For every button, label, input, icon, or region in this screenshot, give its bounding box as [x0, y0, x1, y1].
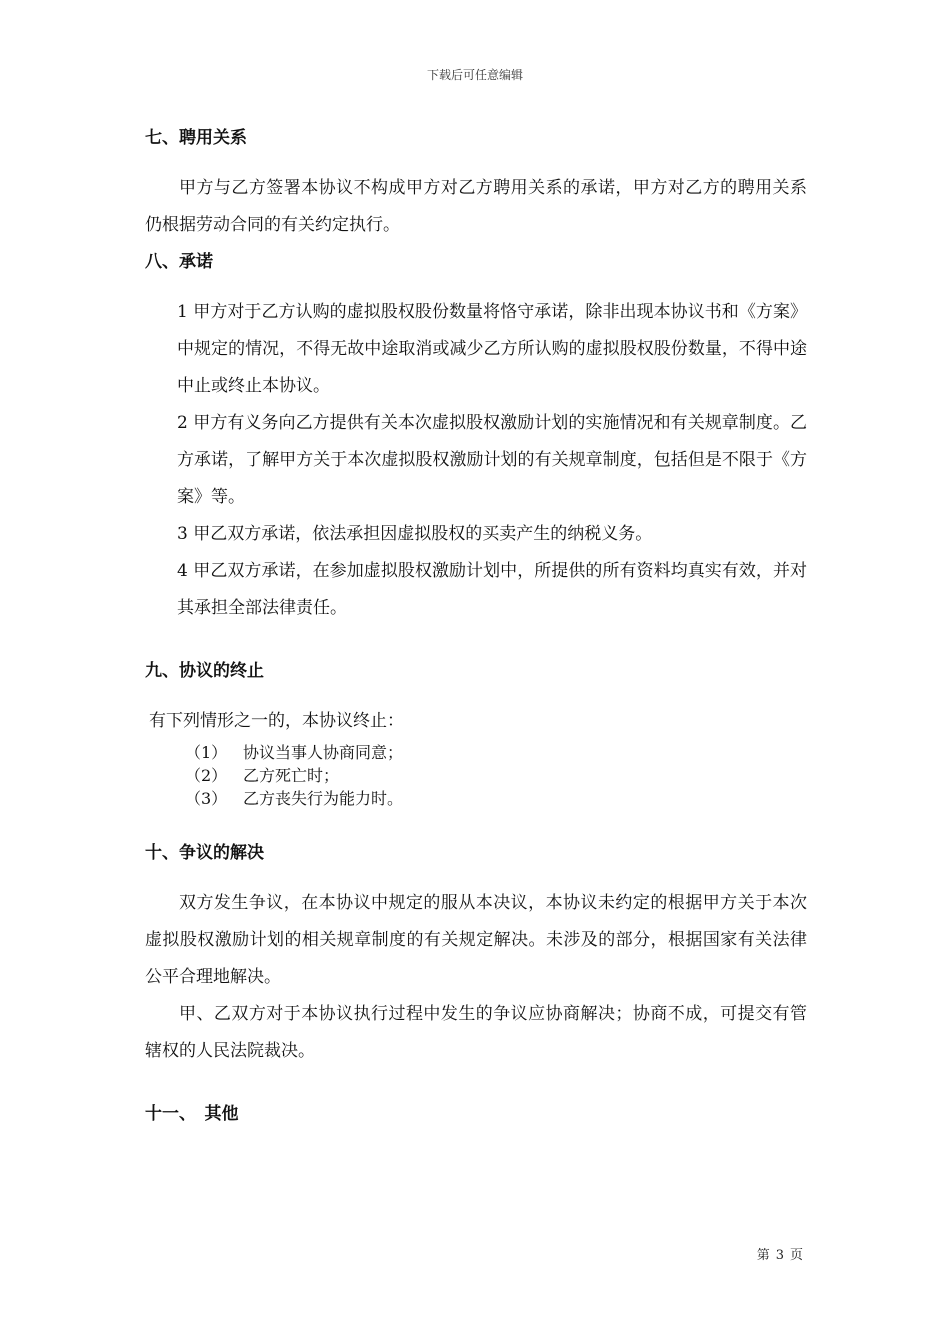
page-number-prefix: 第: [756, 1248, 770, 1263]
dispute-paragraph-1: 双方发生争议，在本协议中规定的服从本决议，本协议未约定的根据甲方关于本次虚拟股权激励计划的相关规章制度的有关规定解决。未涉及的部分，根据国家有关法律公平合理地解决。: [145, 893, 807, 987]
termination-item-text: 协议当事人协商同意；: [243, 743, 404, 762]
page-number: [754, 1244, 806, 1263]
page-number-suffix: 页: [789, 1248, 803, 1263]
termination-lead: 有下列情形之一的，本协议终止：: [149, 711, 404, 731]
section-title-employment: 七、聘用关系: [145, 128, 247, 148]
termination-item-text: 乙方丧失行为能力时。: [243, 789, 404, 808]
termination-item-text: 乙方死亡时；: [243, 766, 340, 785]
termination-item-2: [145, 763, 807, 786]
dispute-paragraph-2: 甲、乙双方对于本协议执行过程中发生的争议应协商解决；协商不成，可提交有管辖权的人民法院裁决。: [145, 1004, 807, 1061]
termination-item-marker: （2）: [185, 766, 228, 785]
section-title-other: 十一、 其他: [145, 1104, 239, 1124]
section-title-commitment: 八、承诺: [145, 252, 213, 272]
termination-item-1: [145, 740, 807, 763]
commitment-item-3: 3 甲乙双方承诺，依法承担因虚拟股权的买卖产生的纳税义务。: [177, 524, 653, 544]
section-title-termination: 九、协议的终止: [145, 661, 264, 681]
section-title-dispute: 十、争议的解决: [145, 843, 264, 863]
commitment-item-1: 1 甲方对于乙方认购的虚拟股权股份数量将恪守承诺，除非出现本协议书和《方案》中规定的情况，不得无故中途取消或减少乙方所认购的虚拟股权股份数量，不得中途中止或终止本协议。: [177, 302, 807, 396]
termination-item-marker: （3）: [185, 789, 228, 808]
page-header: 下载后可任意编辑: [426, 68, 523, 82]
commitment-item-4: 4 甲乙双方承诺，在参加虚拟股权激励计划中，所提供的所有资料均真实有效，并对其承担全部法律责任。: [177, 561, 807, 618]
page-number-value: 3: [775, 1248, 784, 1263]
employment-paragraph: 甲方与乙方签署本协议不构成甲方对乙方聘用关系的承诺，甲方对乙方的聘用关系仍根据劳动合同的有关约定执行。: [145, 178, 807, 235]
termination-item-marker: （1）: [185, 743, 228, 762]
commitment-item-2: 2 甲方有义务向乙方提供有关本次虚拟股权激励计划的实施情况和有关规章制度。乙方承诺，了解甲方关于本次虚拟股权激励计划的有关规章制度，包括但是不限于《方案》等。: [177, 413, 807, 507]
document-body: [145, 120, 807, 1132]
termination-item-3: [145, 786, 807, 809]
